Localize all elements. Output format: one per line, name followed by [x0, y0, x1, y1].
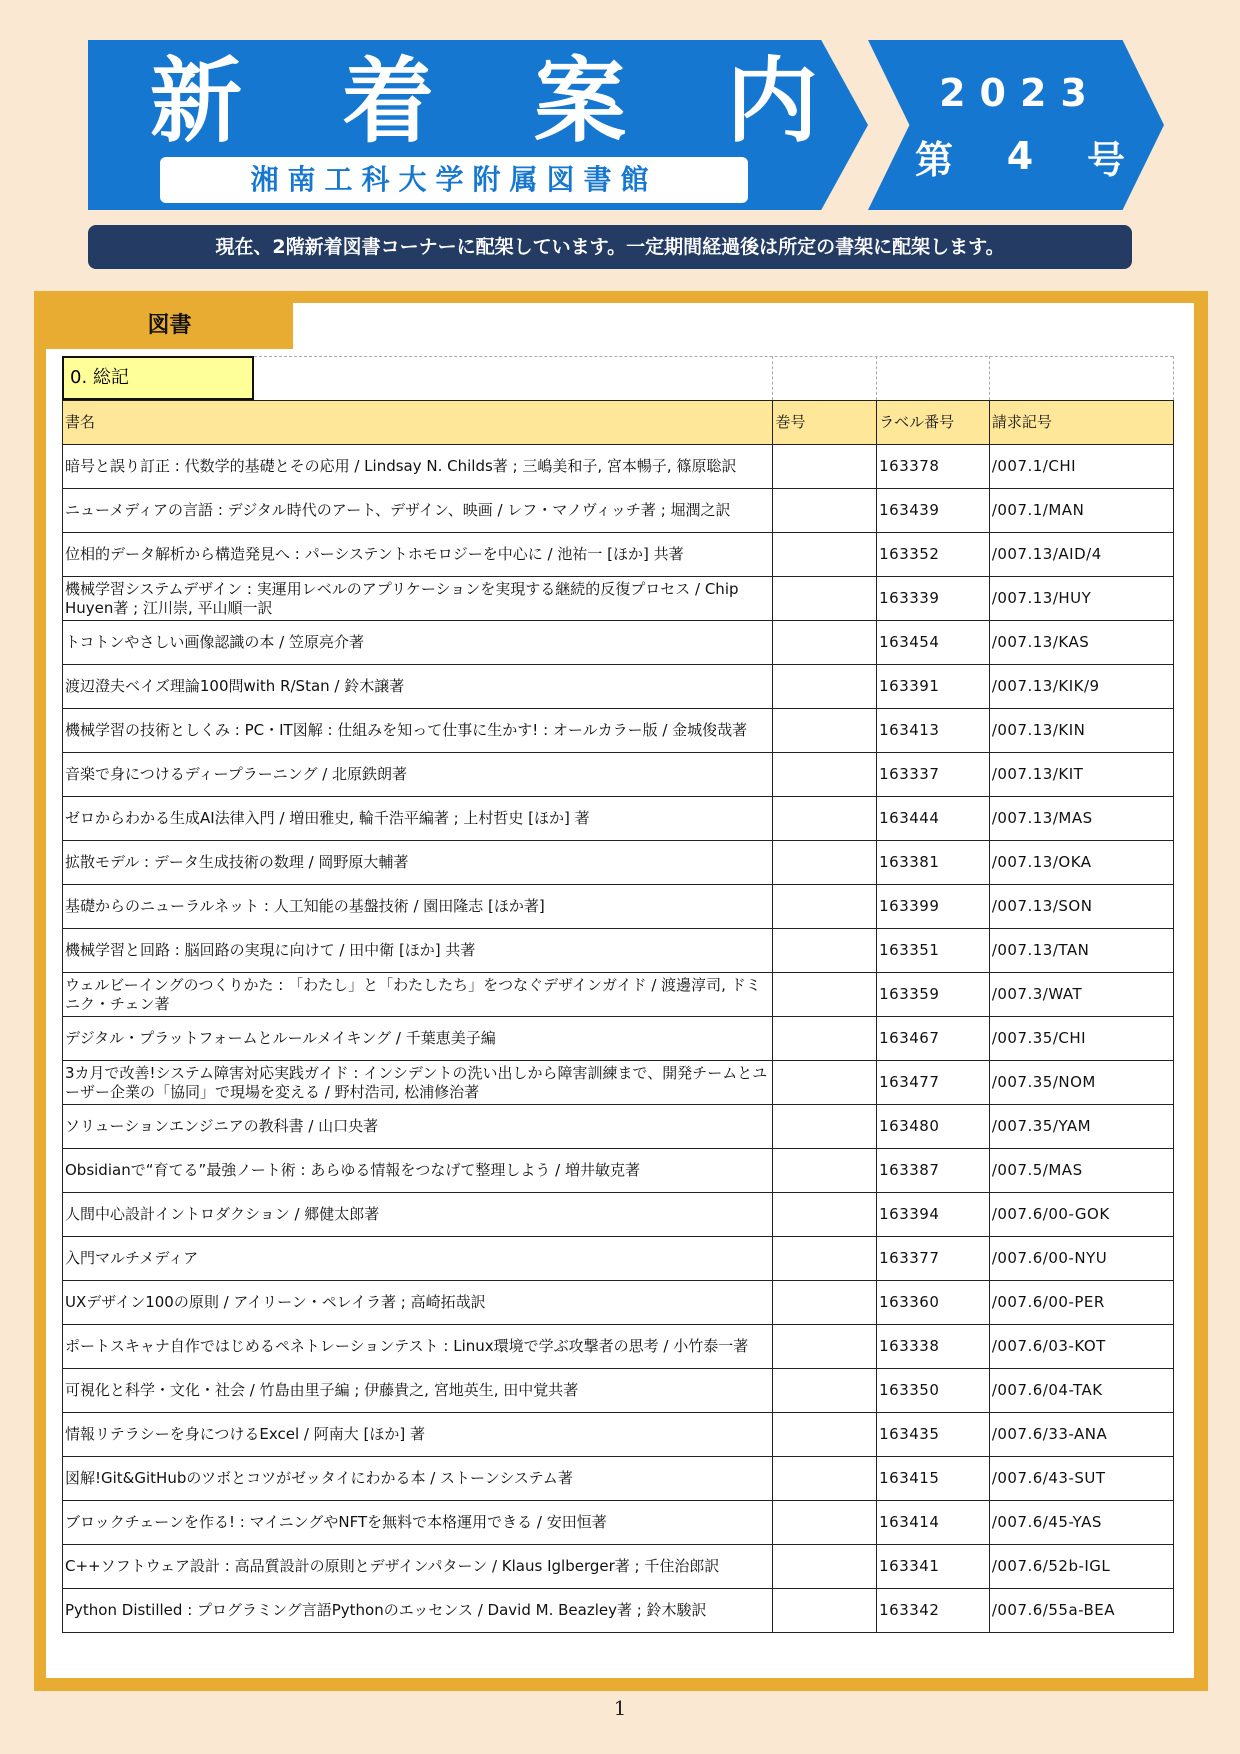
- volume-cell: [773, 929, 877, 973]
- label-number-cell: 163378: [877, 445, 990, 489]
- column-header-label-number: ラベル番号: [877, 401, 990, 445]
- call-number-cell: /007.13/KIN: [989, 709, 1173, 753]
- label-number-cell: 163414: [877, 1501, 990, 1545]
- volume-cell: [773, 1457, 877, 1501]
- section-tab: 図書: [147, 313, 192, 338]
- call-number-cell: /007.6/00-PER: [989, 1281, 1173, 1325]
- label-number-cell: 163467: [877, 1017, 990, 1061]
- call-number-cell: /007.6/55a-BEA: [989, 1589, 1173, 1633]
- column-header-volume: 巻号: [773, 401, 877, 445]
- volume-cell: [773, 709, 877, 753]
- page-title: 新 着 案 内: [150, 48, 853, 155]
- call-number-cell: /007.6/00-NYU: [989, 1237, 1173, 1281]
- page-number: 1: [613, 1696, 627, 1720]
- call-number-cell: /007.13/KAS: [989, 621, 1173, 665]
- label-number-cell: 163477: [877, 1061, 990, 1105]
- label-number-cell: 163341: [877, 1545, 990, 1589]
- issue-value: 4: [1006, 134, 1034, 178]
- divider: [876, 356, 877, 400]
- table-row: [63, 973, 1174, 1017]
- book-title-cell: 位相的データ解析から構造発見へ : パーシステントホモロジーを中心に / 池祐一 [ほか] 共著: [63, 533, 773, 577]
- book-title-cell: Obsidianで“育てる”最強ノート術 : あらゆる情報をつなげて整理しよう / 増井敏克著: [63, 1149, 773, 1193]
- label-number-cell: 163360: [877, 1281, 990, 1325]
- table-row: [63, 1237, 1174, 1281]
- volume-cell: [773, 1105, 877, 1149]
- table-row: [63, 1413, 1174, 1457]
- label-number-cell: 163444: [877, 797, 990, 841]
- table-row: [63, 929, 1174, 973]
- volume-cell: [773, 841, 877, 885]
- table-row: [63, 841, 1174, 885]
- volume-cell: [773, 1325, 877, 1369]
- label-number-cell: 163352: [877, 533, 990, 577]
- call-number-cell: /007.13/AID/4: [989, 533, 1173, 577]
- table-header-row: [63, 401, 1174, 445]
- table-row: [63, 1281, 1174, 1325]
- volume-cell: [773, 885, 877, 929]
- call-number-cell: /007.6/00-GOK: [989, 1193, 1173, 1237]
- table-row: [63, 1457, 1174, 1501]
- book-title-cell: トコトンやさしい画像認識の本 / 笠原亮介著: [63, 621, 773, 665]
- table-row: [63, 709, 1174, 753]
- table-body: [63, 445, 1174, 1633]
- table-row: [63, 489, 1174, 533]
- book-title-cell: ウェルビーイングのつくりかた : 「わたし」と「わたしたち」をつなぐデザインガイド / 渡邊淳司, ドミニク・チェン著: [63, 973, 773, 1017]
- book-table: [62, 400, 1174, 1633]
- label-number-cell: 163337: [877, 753, 990, 797]
- label-number-cell: 163413: [877, 709, 990, 753]
- label-number-cell: 163435: [877, 1413, 990, 1457]
- label-number-cell: 163391: [877, 665, 990, 709]
- label-number-cell: 163399: [877, 885, 990, 929]
- category-label: 0. 総記: [62, 356, 254, 400]
- volume-cell: [773, 797, 877, 841]
- call-number-cell: /007.6/33-ANA: [989, 1413, 1173, 1457]
- book-title-cell: UXデザイン100の原則 / アイリーン・ペレイラ著 ; 高崎拓哉訳: [63, 1281, 773, 1325]
- divider: [772, 356, 773, 400]
- book-title-cell: 入門マルチメディア: [63, 1237, 773, 1281]
- call-number-cell: /007.13/KIT: [989, 753, 1173, 797]
- book-title-cell: ニューメディアの言語 : デジタル時代のアート、デザイン、映画 / レフ・マノヴィッチ著 ; 堀潤之訳: [63, 489, 773, 533]
- volume-cell: [773, 445, 877, 489]
- label-number-cell: 163338: [877, 1325, 990, 1369]
- table-row: [63, 621, 1174, 665]
- book-title-cell: 機械学習システムデザイン : 実運用レベルのアプリケーションを実現する継続的反復プロセス / Chip Huyen著 ; 江川崇, 平山順一訳: [63, 577, 773, 621]
- book-title-cell: 暗号と誤り訂正 : 代数学的基礎とその応用 / Lindsay N. Childs著 ; 三嶋美和子, 宮本暢子, 篠原聡訳: [63, 445, 773, 489]
- call-number-cell: /007.35/YAM: [989, 1105, 1173, 1149]
- call-number-cell: /007.6/52b-IGL: [989, 1545, 1173, 1589]
- book-title-cell: 3カ月で改善!システム障害対応実践ガイド : インシデントの洗い出しから障害訓練まで、開発チームとユーザー企業の「協同」で現場を変える / 野村浩司, 松浦修治著: [63, 1061, 773, 1105]
- call-number-cell: /007.13/SON: [989, 885, 1173, 929]
- call-number-cell: /007.6/03-KOT: [989, 1325, 1173, 1369]
- book-title-cell: ブロックチェーンを作る! : マイニングやNFTを無料で本格運用できる / 安田恒著: [63, 1501, 773, 1545]
- table-row: [63, 1061, 1174, 1105]
- table-row: [63, 1017, 1174, 1061]
- table-row: [63, 1149, 1174, 1193]
- book-title-cell: 拡散モデル : データ生成技術の数理 / 岡野原大輔著: [63, 841, 773, 885]
- call-number-cell: /007.6/43-SUT: [989, 1457, 1173, 1501]
- table-row: [63, 1369, 1174, 1413]
- volume-cell: [773, 621, 877, 665]
- divider: [989, 356, 990, 400]
- volume-cell: [773, 1237, 877, 1281]
- issue-number: [915, 128, 1125, 184]
- book-title-cell: 図解!Git&GitHubのツボとコツがゼッタイにわかる本 / ストーンシステム著: [63, 1457, 773, 1501]
- table-row: [63, 753, 1174, 797]
- call-number-cell: /007.6/04-TAK: [989, 1369, 1173, 1413]
- library-name: 湘南工科大学附属図書館: [160, 157, 748, 203]
- book-title-cell: 渡辺澄夫ベイズ理論100問with R/Stan / 鈴木譲著: [63, 665, 773, 709]
- label-number-cell: 163480: [877, 1105, 990, 1149]
- table-row: [63, 885, 1174, 929]
- table-row: [63, 445, 1174, 489]
- divider: [254, 356, 1173, 357]
- issue-prefix: 第: [915, 137, 954, 182]
- issue-banner: [868, 40, 1164, 210]
- book-title-cell: 機械学習と回路 : 脳回路の実現に向けて / 田中衛 [ほか] 共著: [63, 929, 773, 973]
- label-number-cell: 163394: [877, 1193, 990, 1237]
- volume-cell: [773, 577, 877, 621]
- label-number-cell: 163439: [877, 489, 990, 533]
- volume-cell: [773, 1061, 877, 1105]
- table-row: [63, 1589, 1174, 1633]
- volume-cell: [773, 1501, 877, 1545]
- volume-cell: [773, 1017, 877, 1061]
- label-number-cell: 163377: [877, 1237, 990, 1281]
- label-number-cell: 163339: [877, 577, 990, 621]
- book-title-cell: ソリューションエンジニアの教科書 / 山口央著: [63, 1105, 773, 1149]
- book-title-cell: 音楽で身につけるディープラーニング / 北原鉄朗著: [63, 753, 773, 797]
- book-title-cell: 機械学習の技術としくみ : PC・IT図解 : 仕組みを知って仕事に生かす! : オールカラー版 / 金城俊哉著: [63, 709, 773, 753]
- volume-cell: [773, 1545, 877, 1589]
- table-row: [63, 1501, 1174, 1545]
- volume-cell: [773, 1149, 877, 1193]
- book-title-cell: 可視化と科学・文化・社会 / 竹島由里子編 ; 伊藤貴之, 宮地英生, 田中覚共著: [63, 1369, 773, 1413]
- table-row: [63, 577, 1174, 621]
- label-number-cell: 163454: [877, 621, 990, 665]
- book-title-cell: 情報リテラシーを身につけるExcel / 阿南大 [ほか] 著: [63, 1413, 773, 1457]
- label-number-cell: 163415: [877, 1457, 990, 1501]
- call-number-cell: /007.5/MAS: [989, 1149, 1173, 1193]
- label-number-cell: 163342: [877, 1589, 990, 1633]
- label-number-cell: 163387: [877, 1149, 990, 1193]
- table-row: [63, 1193, 1174, 1237]
- table-row: [63, 665, 1174, 709]
- column-header-call-number: 請求記号: [989, 401, 1173, 445]
- volume-cell: [773, 753, 877, 797]
- label-number-cell: 163351: [877, 929, 990, 973]
- call-number-cell: /007.1/MAN: [989, 489, 1173, 533]
- issue-year: 2023: [939, 71, 1101, 115]
- volume-cell: [773, 973, 877, 1017]
- volume-cell: [773, 489, 877, 533]
- notice-bar: 現在、2階新着図書コーナーに配架しています。一定期間経過後は所定の書架に配架します。: [88, 225, 1132, 269]
- table-row: [63, 1545, 1174, 1589]
- label-number-cell: 163381: [877, 841, 990, 885]
- volume-cell: [773, 1413, 877, 1457]
- book-title-cell: Python Distilled : プログラミング言語Pythonのエッセンス / David M. Beazley著 ; 鈴木駿訳: [63, 1589, 773, 1633]
- call-number-cell: /007.13/TAN: [989, 929, 1173, 973]
- table-row: [63, 1105, 1174, 1149]
- divider: [1173, 356, 1174, 400]
- volume-cell: [773, 1369, 877, 1413]
- volume-cell: [773, 1193, 877, 1237]
- book-title-cell: 人間中心設計イントロダクション / 郷健太郎著: [63, 1193, 773, 1237]
- book-title-cell: C++ソフトウェア設計 : 高品質設計の原則とデザインパターン / Klaus Iglberger著 ; 千住治郎訳: [63, 1545, 773, 1589]
- label-number-cell: 163359: [877, 973, 990, 1017]
- book-title-cell: ポートスキャナ自作ではじめるペネトレーションテスト : Linux環境で学ぶ攻撃者の思考 / 小竹泰一著: [63, 1325, 773, 1369]
- volume-cell: [773, 533, 877, 577]
- call-number-cell: /007.1/CHI: [989, 445, 1173, 489]
- book-title-cell: ゼロからわかる生成AI法律入門 / 増田雅史, 輪千浩平編著 ; 上村哲史 [ほか] 著: [63, 797, 773, 841]
- call-number-cell: /007.13/HUY: [989, 577, 1173, 621]
- call-number-cell: /007.13/OKA: [989, 841, 1173, 885]
- volume-cell: [773, 665, 877, 709]
- label-number-cell: 163350: [877, 1369, 990, 1413]
- call-number-cell: /007.35/NOM: [989, 1061, 1173, 1105]
- call-number-cell: /007.6/45-YAS: [989, 1501, 1173, 1545]
- volume-cell: [773, 1589, 877, 1633]
- call-number-cell: /007.13/MAS: [989, 797, 1173, 841]
- volume-cell: [773, 1281, 877, 1325]
- table-row: [63, 1325, 1174, 1369]
- book-title-cell: デジタル・プラットフォームとルールメイキング / 千葉恵美子編: [63, 1017, 773, 1061]
- table-row: [63, 797, 1174, 841]
- column-header-title: 書名: [63, 401, 773, 445]
- book-title-cell: 基礎からのニューラルネット : 人工知能の基盤技術 / 園田隆志 [ほか著]: [63, 885, 773, 929]
- call-number-cell: /007.35/CHI: [989, 1017, 1173, 1061]
- issue-suffix: 号: [1086, 137, 1125, 182]
- call-number-cell: /007.13/KIK/9: [989, 665, 1173, 709]
- call-number-cell: /007.3/WAT: [989, 973, 1173, 1017]
- table-row: [63, 533, 1174, 577]
